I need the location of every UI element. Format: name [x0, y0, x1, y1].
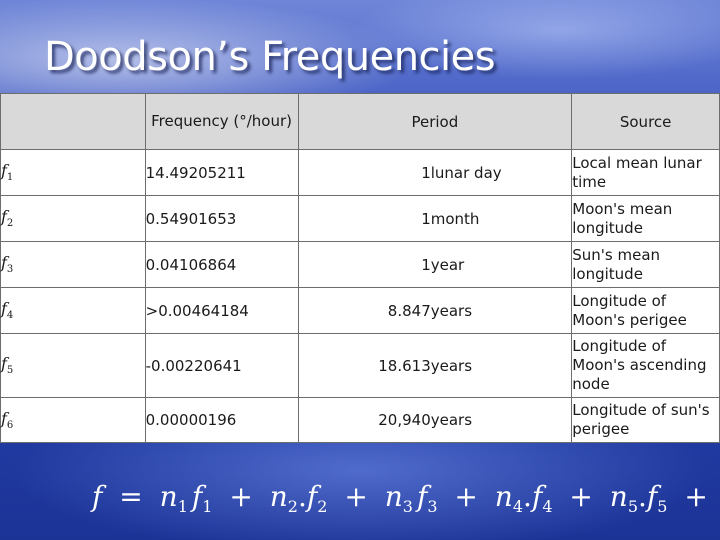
formula-term-n: n: [494, 480, 513, 513]
source-text: Moon's mean longitude: [572, 196, 720, 242]
period-unit: years: [431, 288, 572, 334]
period-unit: years: [431, 398, 572, 443]
period-number: 18.613: [298, 334, 431, 398]
doodson-formula: [92, 478, 708, 518]
table-row: [1, 334, 720, 398]
formula-lhs: f: [92, 480, 103, 513]
period-number: 1: [298, 196, 431, 242]
table-row: [1, 150, 720, 196]
source-text: Longitude of sun's perigee: [572, 398, 720, 443]
slide-title: Doodson’s Frequencies: [44, 34, 496, 80]
header-frequency: Frequency (°/hour): [145, 94, 298, 150]
frequency-symbol: $f_4$: [1, 288, 146, 334]
period-number: 1: [298, 242, 431, 288]
period-unit: year: [431, 242, 572, 288]
frequency-symbol: $f_6$: [1, 398, 146, 443]
frequency-symbol: $f_3$: [1, 242, 146, 288]
formula-term-n: n: [609, 480, 628, 513]
period-number: 20,940: [298, 398, 431, 443]
period-number: 1: [298, 150, 431, 196]
formula-plus: +: [344, 480, 368, 513]
frequency-value: 0.04106864: [145, 242, 298, 288]
table-header-row: [1, 94, 720, 150]
table-row: [1, 242, 720, 288]
table-row: [1, 196, 720, 242]
formula-plus: +: [454, 480, 478, 513]
header-period: Period: [298, 94, 572, 150]
frequency-value: 0.00000196: [145, 398, 298, 443]
period-number: 8.847: [298, 288, 431, 334]
frequency-value: 14.49205211: [145, 150, 298, 196]
frequency-value: -0.00220641: [145, 334, 298, 398]
source-text: Longitude of Moon's perigee: [572, 288, 720, 334]
formula-equals: =: [119, 480, 143, 513]
header-source: Source: [572, 94, 720, 150]
source-text: Sun's mean longitude: [572, 242, 720, 288]
table-row: [1, 398, 720, 443]
frequency-value: 0.54901653: [145, 196, 298, 242]
frequency-symbol: $f_1$: [1, 150, 146, 196]
header-blank: [1, 94, 146, 150]
svg-text:f = n1f1 + n2.: f = $n_1$ $f_1$ + $n_2.f_2$ + $n_3$ $f_3$ + $n_4.f_4$ + $n_5.f_5$ +: [92, 480, 708, 516]
formula-plus: +: [684, 480, 708, 513]
formula-term-n: n: [384, 480, 403, 513]
period-unit: years: [431, 334, 572, 398]
formula-plus: +: [229, 480, 253, 513]
source-text: Local mean lunar time: [572, 150, 720, 196]
formula-term-n: n: [159, 480, 178, 513]
formula-term-n: n: [269, 480, 288, 513]
frequency-symbol: $f_2$: [1, 196, 146, 242]
period-unit: month: [431, 196, 572, 242]
frequency-table: [0, 93, 720, 443]
table-row: [1, 288, 720, 334]
frequency-symbol: $f_5$: [1, 334, 146, 398]
frequency-value: >0.00464184: [145, 288, 298, 334]
formula-plus: +: [569, 480, 593, 513]
period-unit: lunar day: [431, 150, 572, 196]
source-text: Longitude of Moon's ascending node: [572, 334, 720, 398]
